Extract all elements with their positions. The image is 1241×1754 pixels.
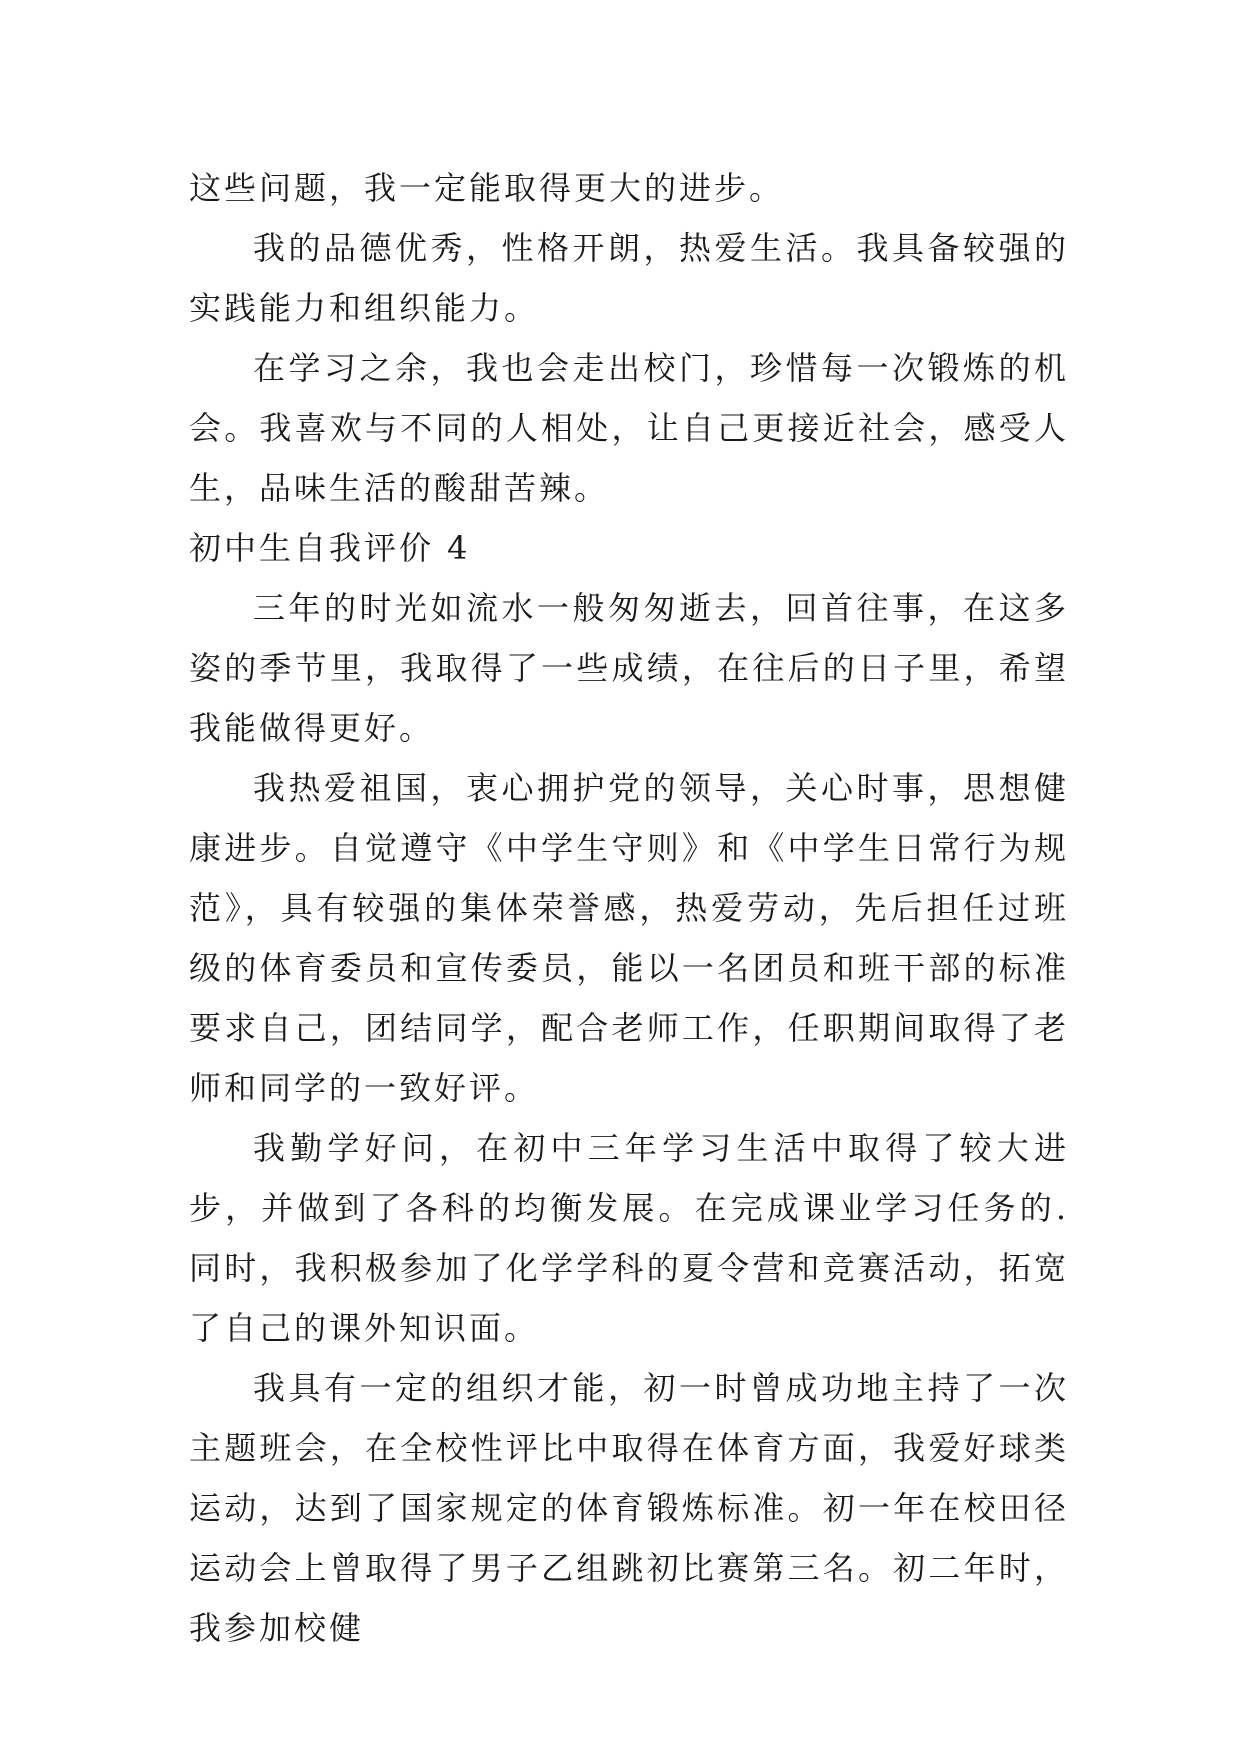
paragraph-4: 三年的时光如流水一般匆匆逝去，回首往事，在这多姿的季节里，我取得了一些成绩，在往后的日子里，希望我能做得更好。 [189, 589, 1069, 747]
section-heading: 初中生自我评价 4 [189, 529, 471, 567]
paragraph-3: 在学习之余，我也会走出校门，珍惜每一次锻炼的机会。我喜欢与不同的人相处，让自己更接近社会，感受人生，品味生活的酸甜苦辣。 [189, 349, 1069, 507]
paragraph-7: 我具有一定的组织才能，初一时曾成功地主持了一次主题班会，在全校性评比中取得在体育方面，我爱好球类运动，达到了国家规定的体育锻炼标准。初一年在校田径运动会上曾取得了男子乙组跳初比赛第三名。初二年时，我参加校健 [189, 1369, 1069, 1647]
paragraph-1: 这些问题，我一定能取得更大的进步。 [189, 169, 785, 207]
paragraph-2: 我的品德优秀，性格开朗，热爱生活。我具备较强的实践能力和组织能力。 [189, 229, 1069, 327]
document-body [189, 158, 1069, 1658]
paragraph-5: 我热爱祖国，衷心拥护党的领导，关心时事，思想健康进步。自觉遵守《中学生守则》和《中学生日常行为规范》，具有较强的集体荣誉感，热爱劳动，先后担任过班级的体育委员和宣传委员，能以一名团员和班干部的标准要求自己，团结同学，配合老师工作，任职期间取得了老师和同学的一致好评。 [189, 769, 1069, 1107]
paragraph-6: 我勤学好问，在初中三年学习生活中取得了较大进步，并做到了各科的均衡发展。在完成课业学习任务的.同时，我积极参加了化学学科的夏令营和竞赛活动，拓宽了自己的课外知识面。 [189, 1129, 1069, 1347]
